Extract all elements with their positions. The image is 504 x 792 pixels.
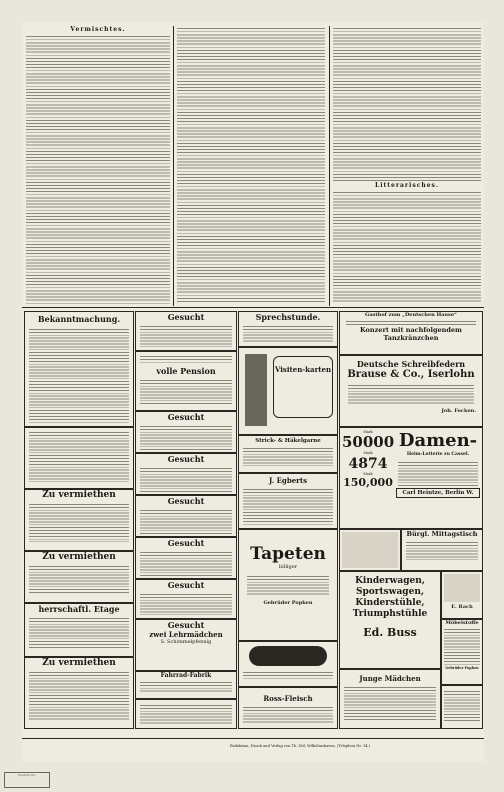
ad-lotterie: Mark 50000 Mark 4874 Mark 150,000 Damen- Heim-Lotterie zu Cassel. Carl Heintze, Berlin W. [339,427,483,529]
ad-gesucht-lehrmaedchen: Gesucht zwei Lehrmädchen S. Schimmelpfennig [135,619,237,671]
ad-bekanntmachung: Bekanntmachung. [24,311,134,427]
ad-volle-pension: volle Pension [135,351,237,411]
text-column-2 [177,26,325,304]
ad-schreibfedern: Deutsche Schreibfedern Brause & Co., Iserlohn Joh. Focken. [339,355,483,427]
article-text-block [26,34,170,304]
ad-egberts: J. Egberts [238,473,338,529]
pram-illustration [342,532,398,568]
ad-moebelstoffe: Möbelstoffe Gebrüder Popken [441,619,483,685]
ad-sprechstunde: Sprechstunde. [238,311,338,347]
ad-junge-maedchen: Junge Mädchen [339,669,441,729]
footer-divider [22,738,484,739]
ad-ross-fleisch: Ross-Fleisch [238,687,338,729]
text-column-3 [333,26,481,304]
horizontal-divider [22,307,484,308]
ad-kinderwagen-text: Kinderwagen, Sportswagen, Kinderstühle, Triumphstühle Ed. Buss [339,571,441,669]
ad-herrschaftl-etage: herrschaftl. Etage [24,603,134,657]
ad-gesucht-4: Gesucht [135,495,237,537]
ad-dark-banner [238,641,338,687]
ad-mittagstisch: Bürgl. Mittagstisch [401,529,483,571]
ad-zu-vermiethen-1 [24,427,134,489]
ad-gesucht-6: Gesucht [135,579,237,619]
column-divider [173,26,174,306]
section-heading-litterarisches: Litterarisches. [374,182,440,189]
ad-zu-vermiethen-2: Zu vermiethen [24,489,134,551]
figure-illustration [245,354,267,426]
ad-tapeten: Tapeten billiger Gebrüder Popken [238,529,338,641]
text-column-1 [26,26,170,304]
newspaper-page [22,22,484,762]
ad-gasthof: Gasthof zum „Deutschen Hause“ Konzert mit nachfolgendem Tanzkränzchen [339,311,483,355]
ad-zu-vermiethen-3: Zu vermiethen [24,551,134,603]
ad-kinderwagen [339,529,401,571]
publisher-footer: Redaktion, Druck und Verlag von Th. Stil, Wilhelmshaven. (Telephon Nr. 14.) [229,744,371,748]
ad-gesucht-5: Gesucht [135,537,237,579]
ad-strick-garne: Strick- & Häkelgarne [238,435,338,473]
ad-bottom-right [441,685,483,729]
article-text-block [333,190,481,302]
ad-gesucht-3: Gesucht [135,453,237,495]
banner-badge [249,646,327,666]
ad-zu-vermiethen-4: Zu vermiethen [24,657,134,729]
ad-fahrrad-fabrik: Fahrrad-Fabrik [135,671,237,699]
ad-small-bottom [135,699,237,729]
article-text-block [333,26,481,182]
figure-illustration [444,574,480,602]
ad-erach: E. Rach [441,571,483,619]
section-heading-vermischtes: Vermischtes. [70,26,126,33]
archive-stamp: Stadtarchiv [4,772,50,788]
ad-visitenkarten [238,347,338,435]
card-frame: Visiten-karten [273,356,333,418]
ad-gesucht-1: Gesucht [135,311,237,351]
column-divider [329,26,330,306]
ad-gesucht-2: Gesucht [135,411,237,453]
